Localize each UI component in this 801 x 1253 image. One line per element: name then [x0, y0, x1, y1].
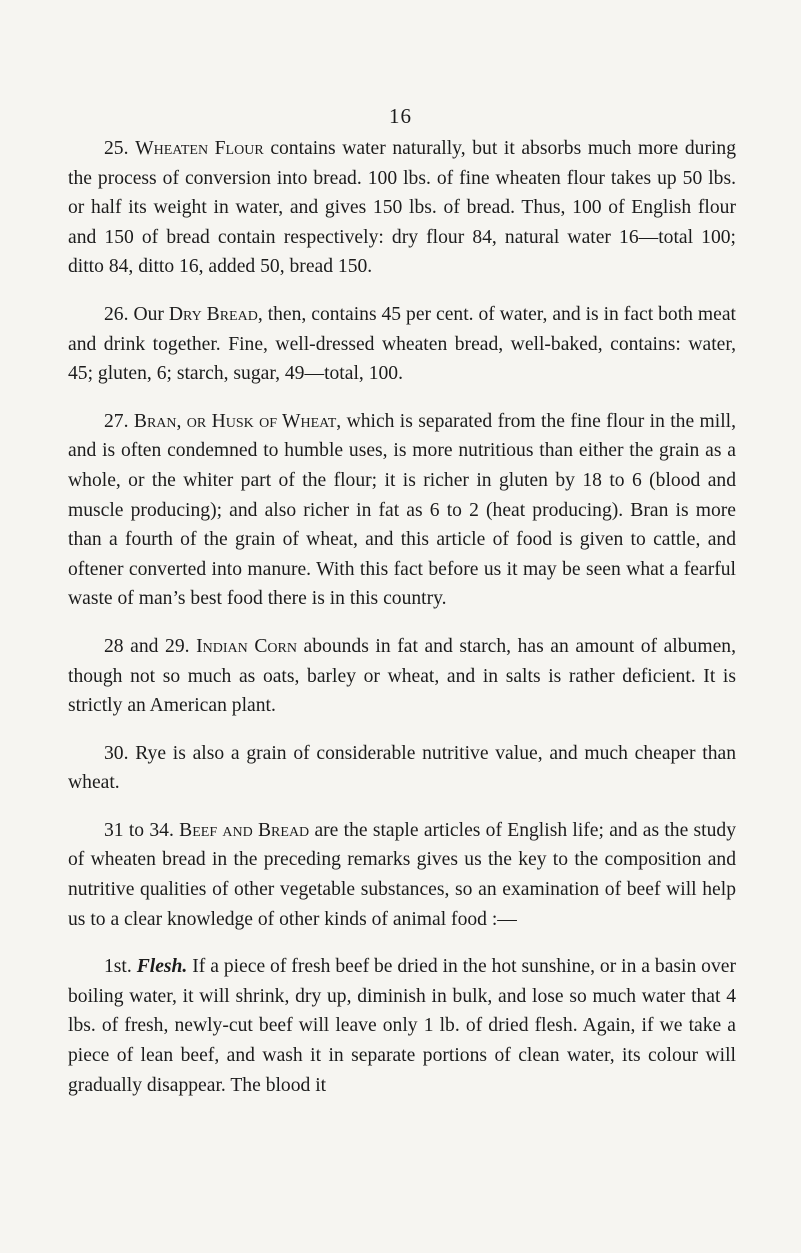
paragraph-number: 28 and 29.: [104, 635, 190, 657]
paragraph-term: Flesh.: [136, 956, 188, 978]
paragraph-text: then, contains 45 per cent. of water, and is in fact both meat and drink together. Fine, well-dressed wheaten bread, well-baked, contains: water, 45; gluten, 6; starch, sugar, 49—total, 100.: [68, 303, 736, 385]
paragraph-text: are the staple articles of English life; and as the study of wheaten bread in the preceding remarks gives us the key to the composition and nutritive qualities of other vegetable substances, so an examination of beef will help us to a clear knowledge of other kinds of animal food :—: [68, 819, 737, 930]
paragraph-number: 26. Our: [104, 303, 164, 325]
paragraph-25: [68, 134, 736, 282]
paragraph-term: Wheaten Flour: [135, 138, 264, 159]
paragraph-27: [68, 407, 736, 614]
paragraph-term: Beef and Bread: [179, 819, 310, 841]
page-body: [68, 134, 736, 1118]
paragraph-term: Indian Corn: [196, 635, 297, 657]
paragraph-text: which is separated from the fine flour in the mill, and is often condemned to humble uses, is more nutritious than either the grain as a whole, or the whiter part of the flour; it is richer in gluten by 18 to 6 (blood and muscle producing); and also richer in fat as 6 to 2 (heat producing). Bran is more than a fourth of the grain of wheat, and this article of food is given to cattle, and oftener converted into manure. With this fact before us it may be seen what a fearful waste of man’s best food there is in this country.: [68, 410, 736, 610]
paragraph-text: is also a grain of considerable nutritive value, and much cheaper than wheat.: [68, 742, 737, 794]
paragraph-term: Rye: [135, 742, 167, 764]
paragraph-term: Bran, or Husk of Wheat,: [133, 410, 342, 432]
paragraph-text: abounds in fat and starch, has an amount of albumen, though not so much as oats, barley or wheat, and in salts is rather deficient. It is strictly an American plant.: [68, 635, 736, 717]
paragraph-text: If a piece of fresh beef be dried in the hot sunshine, or in a basin over boiling water, it will shrink, dry up, diminish in bulk, and lose so much water that 4 lbs. of fresh, newly-cut beef will leave only 1 lb. of dried flesh. Again, if we take a piece of lean beef, and wash it in separate portions of clean water, its colour will gradually disappear. The blood it: [68, 956, 736, 1096]
page-number: 16: [389, 104, 412, 128]
paragraph-26: [68, 300, 736, 389]
paragraph-text: contains water naturally, but it absorbs much more during the process of conversion into bread. 100 lbs. of fine wheaten flour takes up 50 lbs. or half its weight in water, and gives 150 lbs. of bread. Thus, 100 of English flour and 150 of bread contain respectively: dry flour 84, natural water 16—total 100; ditto 84, ditto 16, added 50, bread 150.: [68, 138, 737, 278]
paragraph-flesh: [68, 952, 736, 1100]
paragraph-number: 30.: [104, 742, 129, 764]
paragraph-31-34: [68, 816, 736, 934]
paragraph-number: 25.: [104, 138, 129, 159]
paragraph-number: 31 to 34.: [104, 819, 174, 841]
paragraph-number: 1st.: [104, 956, 132, 978]
paragraph-number: 27.: [104, 410, 129, 432]
paragraph-term: Dry Bread,: [168, 303, 263, 325]
paragraph-30: [68, 739, 736, 798]
paragraph-28-29: [68, 632, 736, 721]
